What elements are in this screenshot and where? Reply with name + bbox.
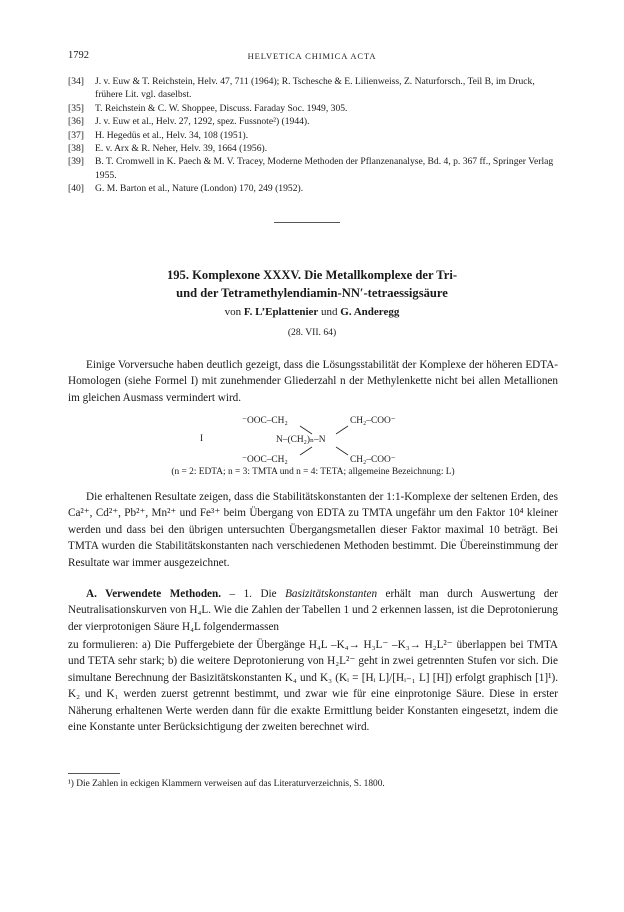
reference-item — [68, 155, 558, 182]
formula-label: I — [200, 434, 204, 444]
article-title-line-2: und der Tetramethylendiamin-NN′-tetraessigsäure — [176, 286, 448, 300]
reference-list — [68, 75, 558, 196]
reference-number: [37] — [68, 129, 84, 141]
authors-conjunction: und — [321, 306, 338, 318]
formula-top-left: ⁻OOC–CH₂ — [242, 416, 288, 426]
reference-number: [39] — [68, 156, 84, 168]
author-name: F. L’Eplattenier — [243, 306, 319, 318]
reference-text: E. v. Arx & R. Neher, Helv. 39, 1664 (1956). — [95, 143, 268, 155]
reference-text: T. Reichstein & C. W. Shoppee, Discuss. Faraday Soc. 1949, 305. — [95, 102, 348, 114]
author-name: G. Anderegg — [340, 306, 400, 318]
section-divider — [274, 222, 340, 223]
reference-item — [68, 129, 558, 142]
reference-text: B. T. Cromwell in K. Paech & M. V. Tracey, Moderne Methoden der Pflanzenanalyse, Bd. 4, p. 367 ff., Springer Verlag 1955. — [95, 156, 554, 181]
received-date: (28. VII. 64) — [287, 327, 337, 338]
paragraph-text: – 1. Die — [221, 588, 286, 600]
authors-prefix: von — [224, 306, 242, 318]
reference-number: [36] — [68, 116, 84, 128]
article-title-line-1: 195. Komplexone XXXV. Die Metallkomplexe der Tri- — [166, 268, 458, 282]
reference-item — [68, 75, 558, 102]
reference-number: [40] — [68, 183, 84, 195]
italic-term: Basizitätskonstanten — [285, 588, 378, 600]
structural-formula — [200, 412, 450, 470]
journal-title: HELVETICA CHIMICA ACTA — [247, 51, 377, 61]
formula-top-right: CH₂–COO⁻ — [350, 416, 396, 426]
footnote: ¹) Die Zahlen in eckigen Klammern verweisen auf das Literaturverzeichnis, S. 1800. — [68, 779, 385, 789]
methods-paragraph — [68, 586, 558, 635]
reference-number: [34] — [68, 76, 84, 87]
reference-item — [68, 182, 558, 195]
formula-bottom-left: ⁻OOC–CH₂ — [242, 455, 288, 465]
body-paragraph: Einige Vorversuche haben deutlich gezeigt, dass die Lösungsstabilität der Komplexe der höheren EDTA-Homologen (siehe Formel I) mit zunehmender Gliederzahl n der Methylenkette nicht bei allen Metallionen im gleichen Ausmass vermindert wird. — [68, 359, 558, 404]
reference-text: H. Hegedüs et al., Helv. 34, 108 (1951). — [95, 129, 249, 141]
reference-text: G. M. Barton et al., Nature (London) 170, 249 (1952). — [95, 183, 304, 195]
footnote-rule — [68, 773, 120, 774]
reference-text: J. v. Euw & T. Reichstein, Helv. 47, 711 (1964); R. Tschesche & E. Lilienweiss, Z. Naturforsch., Teil B, im Druck, frühere Lit. vgl. daselbst. — [95, 76, 535, 101]
reference-text: J. v. Euw et al., Helv. 27, 1292, spez. Fussnote²) (1944). — [95, 116, 310, 128]
section-heading: A. Verwendete Methoden. — [86, 588, 222, 600]
article-authors — [60, 306, 564, 318]
formula-note: (n = 2: EDTA; n = 3: TMTA und n = 4: TETA; allgemeine Bezeichnung: L) — [171, 467, 455, 477]
reference-item — [68, 102, 558, 115]
formula-bottom-right: CH₂–COO⁻ — [350, 455, 396, 465]
body-paragraph: Die erhaltenen Resultate zeigen, dass die Stabilitätskonstanten der 1:1-Komplexe der seltenen Erden, des Ca²⁺, Cd²⁺, Pb²⁺, Mn²⁺ und Fe³⁺ beim Übergang von EDTA zu TMTA ungefähr um den Faktor 10⁴ kleiner werden und dass bei den übrigen untersuchten Übergangsmetallen dieser Faktor maximal 10 beträgt. Bei TMTA wurden die Stabilitätskonstanten nach verschiedenen Methoden bestimmt. Die Übereinstimmung der Resultate war immer ausgezeichnet. — [68, 491, 558, 569]
reference-item — [68, 115, 558, 128]
formula-center: N–(CH₂)ₙ–N — [276, 435, 326, 445]
reference-number: [35] — [68, 102, 84, 114]
reference-number: [38] — [68, 143, 84, 155]
reference-item — [68, 142, 558, 155]
page-number: 1792 — [68, 50, 89, 61]
paragraph-text: erhält man durch Auswertung der Neutralisationskurven von H₄L. Wie die Zahlen der Tabellen 1 und 2 erkennen lassen, ist die Deprotonierung der vierprotonigen Säure H₄L folgendermassen — [68, 588, 559, 633]
body-paragraph: zu formulieren: a) Die Puffergebiete der Übergänge H₄L –K₄→ H₃L⁻ –K₃→ H₂L²⁻ überlappen bei TMTA und TETA sehr stark; b) die weitere Deprotonierung von H₂L²⁻ geht in zwei getrennten Stufen vor sich. Die simultane Berechnung der Basizitätskonstanten K₄ und K₃ (Kᵢ = [Hᵢ L]/[Hᵢ₋₁ L] [H]) erfolgt graphisch [1]¹). K₂ und K₁ werden zuerst getrennt bestimmt, und zwar wie für eine einprotonige Säure. Diese in erster Näherung erhaltenen Werte werden dann für die exakte Ermittlung beider Konstanten eingesetzt, indem die eine Konstante unter Berücksichtigung der zweiten berechnet wird. — [68, 639, 558, 734]
page-header — [68, 50, 556, 64]
